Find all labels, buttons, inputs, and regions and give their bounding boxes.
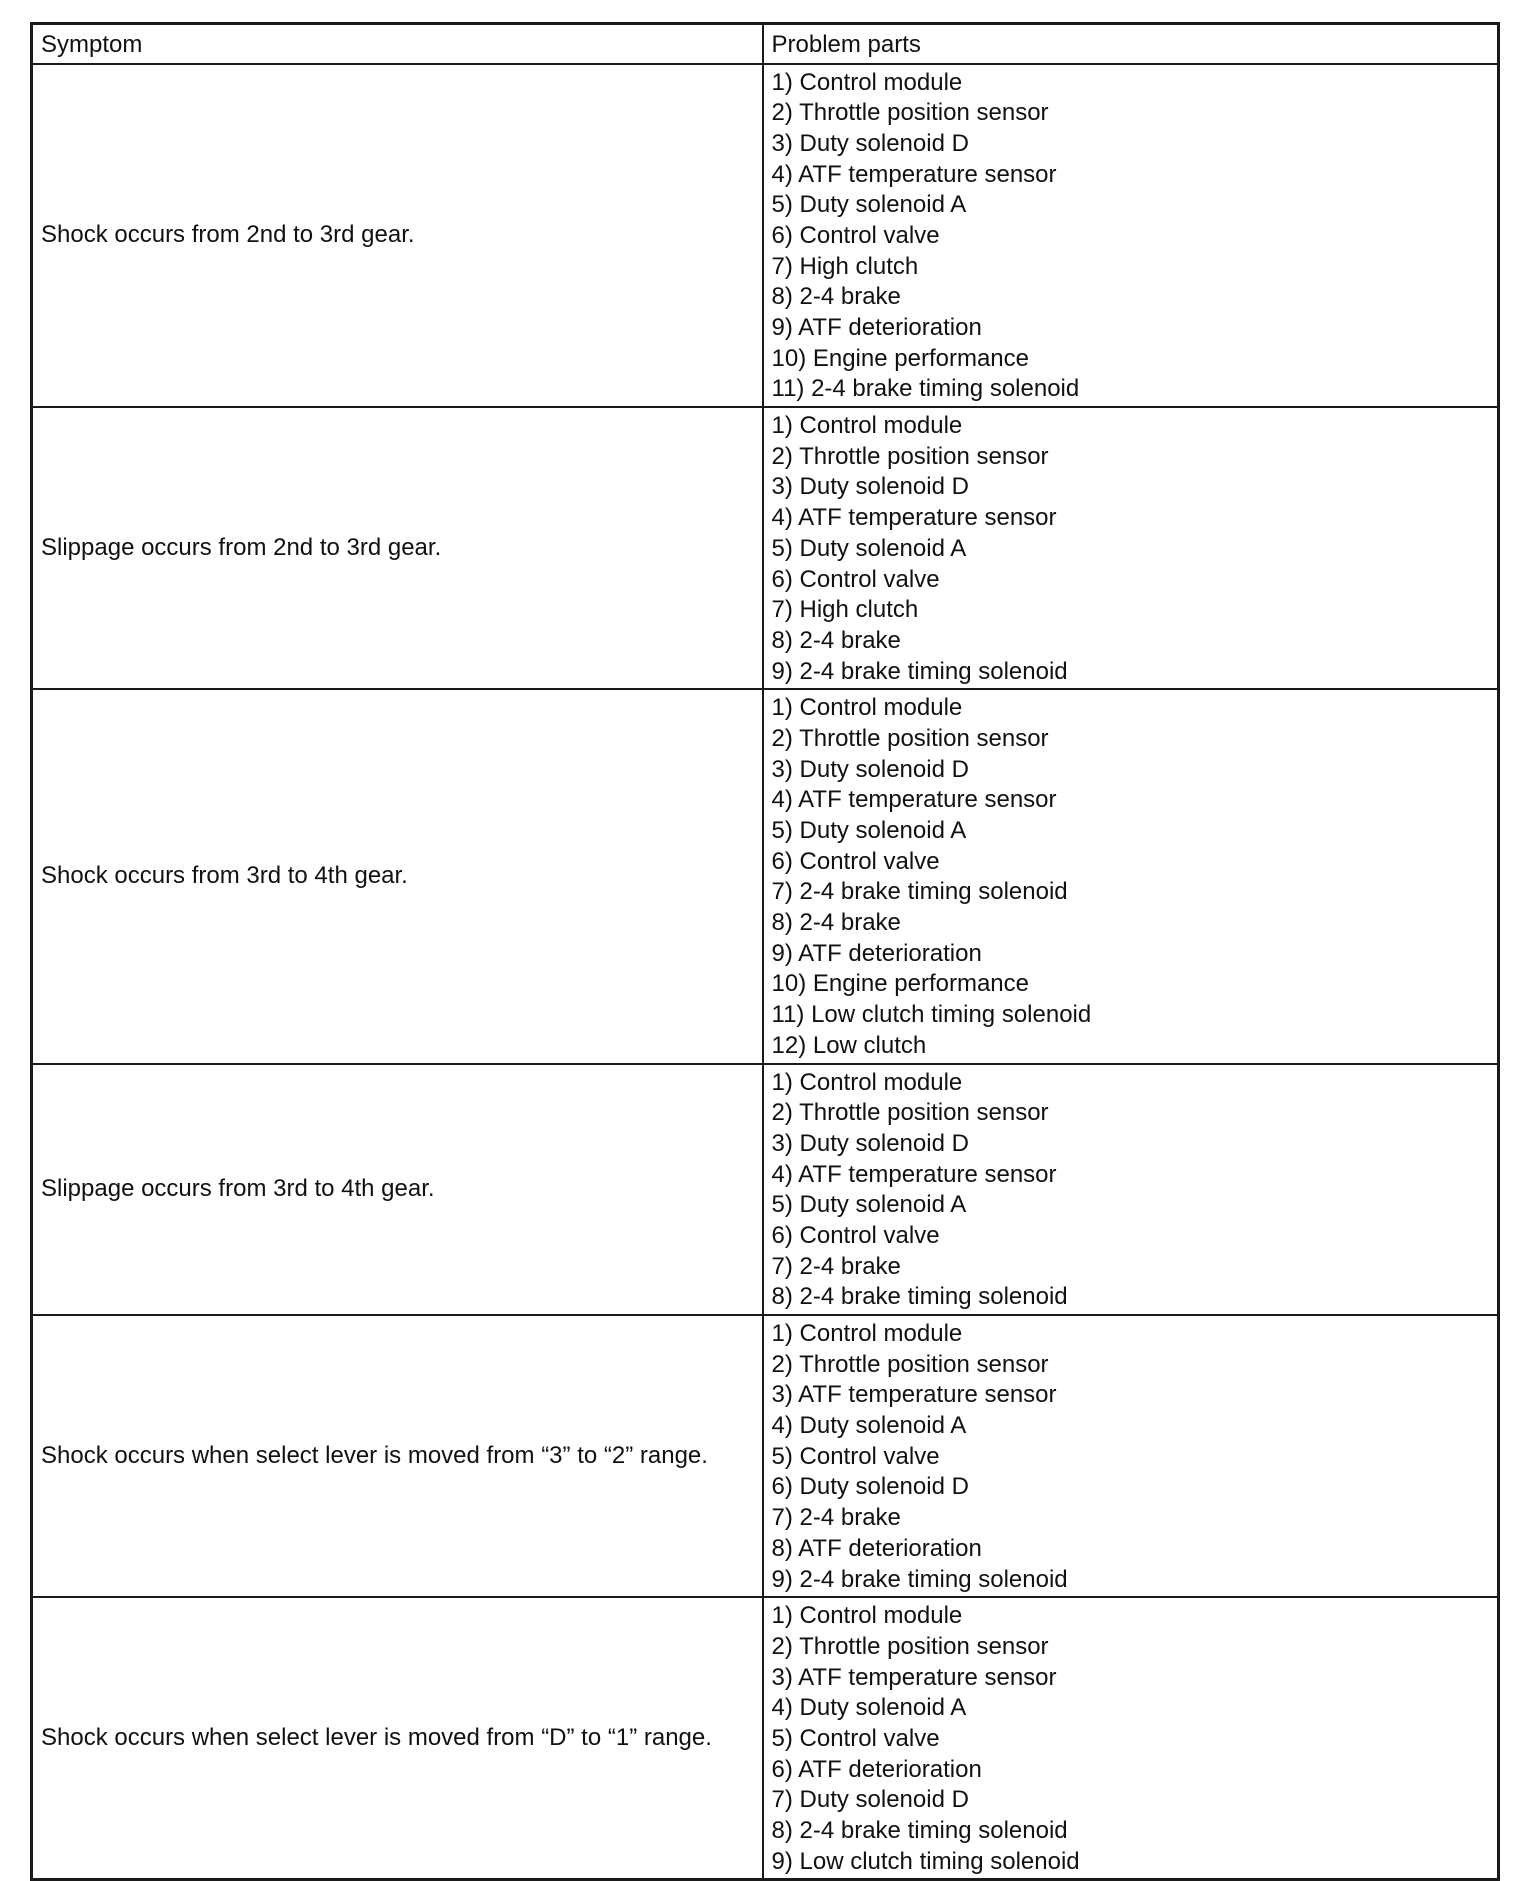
problem-parts-cell bbox=[763, 689, 1499, 1063]
problem-part-item: 2) Throttle position sensor bbox=[771, 99, 1049, 127]
problem-part-item: 8) ATF deterioration bbox=[771, 1534, 982, 1562]
problem-part-item: 2) Throttle position sensor bbox=[771, 1632, 1049, 1660]
problem-part-item: 9) ATF deterioration bbox=[771, 314, 982, 341]
problem-part-item: 6) Control valve bbox=[771, 847, 940, 875]
header-symptom: Symptom bbox=[32, 24, 763, 64]
header-problem-parts: Problem parts bbox=[763, 24, 1499, 64]
table-row bbox=[32, 1315, 1499, 1597]
problem-part-item: 4) Duty solenoid A bbox=[771, 1694, 967, 1722]
problem-part-item: 1) Control module bbox=[771, 1068, 963, 1096]
problem-part-item: 9) 2-4 brake timing solenoid bbox=[771, 1565, 1068, 1593]
problem-part-item: 2) Throttle position sensor bbox=[771, 1350, 1049, 1378]
problem-part-item: 6) ATF deterioration bbox=[771, 1755, 982, 1783]
problem-part-item: 5) Duty solenoid A bbox=[771, 191, 967, 219]
table-row bbox=[32, 407, 1499, 689]
table-row bbox=[32, 64, 1499, 408]
problem-part-item: 3) ATF temperature sensor bbox=[771, 1381, 1057, 1409]
problem-part-item: 7) High clutch bbox=[771, 252, 919, 280]
problem-part-item: 4) ATF temperature sensor bbox=[771, 1160, 1057, 1188]
problem-part-item: 8) 2-4 brake timing solenoid bbox=[771, 1817, 1068, 1844]
problem-part-item: 1) Control module bbox=[771, 68, 963, 96]
problem-part-item: 6) Control valve bbox=[771, 221, 940, 249]
problem-part-item: 9) ATF deterioration bbox=[771, 939, 982, 967]
problem-part-item: 11) Low clutch timing solenoid bbox=[771, 1001, 1092, 1029]
problem-parts-cell bbox=[763, 407, 1499, 689]
symptom-cell: Slippage occurs from 3rd to 4th gear. bbox=[32, 1064, 763, 1316]
problem-parts-cell bbox=[763, 1597, 1499, 1880]
problem-part-item: 8) 2-4 brake bbox=[771, 626, 901, 654]
problem-part-item: 1) Control module bbox=[771, 1602, 963, 1630]
problem-part-item: 7) 2-4 brake bbox=[771, 1504, 901, 1532]
table-header-row bbox=[32, 24, 1499, 64]
table-body bbox=[32, 64, 1499, 1880]
symptom-problem-parts-table bbox=[30, 22, 1500, 1881]
problem-part-item: 2) Throttle position sensor bbox=[771, 724, 1049, 752]
problem-parts-cell bbox=[763, 64, 1499, 408]
problem-part-item: 8) 2-4 brake bbox=[771, 283, 901, 311]
problem-part-item: 3) Duty solenoid D bbox=[771, 755, 969, 783]
symptom-cell: Shock occurs from 3rd to 4th gear. bbox=[32, 689, 763, 1063]
problem-part-item: 8) 2-4 brake timing solenoid bbox=[771, 1283, 1068, 1311]
problem-part-item: 1) Control module bbox=[771, 694, 963, 722]
problem-part-item: 12) Low clutch bbox=[771, 1031, 927, 1059]
problem-part-item: 8) 2-4 brake bbox=[771, 909, 901, 937]
problem-part-item: 5) Duty solenoid A bbox=[771, 534, 967, 562]
problem-part-item: 1) Control module bbox=[771, 1320, 963, 1347]
problem-part-item: 6) Control valve bbox=[771, 1221, 940, 1249]
problem-part-item: 6) Duty solenoid D bbox=[771, 1473, 969, 1501]
problem-part-item: 11) 2-4 brake timing solenoid bbox=[771, 375, 1080, 403]
table-row bbox=[32, 689, 1499, 1063]
problem-parts-cell bbox=[763, 1315, 1499, 1597]
problem-part-item: 7) 2-4 brake timing solenoid bbox=[771, 878, 1068, 906]
problem-part-item: 1) Control module bbox=[771, 412, 963, 440]
problem-part-item: 4) ATF temperature sensor bbox=[771, 786, 1057, 814]
problem-part-item: 3) ATF temperature sensor bbox=[771, 1663, 1057, 1691]
symptom-cell: Shock occurs when select lever is moved from “3” to “2” range. bbox=[32, 1315, 763, 1597]
problem-part-item: 4) ATF temperature sensor bbox=[771, 504, 1057, 532]
problem-part-item: 10) Engine performance bbox=[771, 344, 1029, 372]
problem-part-item: 9) Low clutch timing solenoid bbox=[771, 1847, 1080, 1875]
problem-part-item: 3) Duty solenoid D bbox=[771, 473, 969, 501]
problem-part-item: 5) Control valve bbox=[771, 1442, 940, 1470]
symptom-cell: Shock occurs when select lever is moved from “D” to “1” range. bbox=[32, 1597, 763, 1880]
problem-part-item: 5) Duty solenoid A bbox=[771, 817, 967, 844]
problem-part-item: 2) Throttle position sensor bbox=[771, 442, 1049, 470]
problem-part-item: 5) Duty solenoid A bbox=[771, 1191, 967, 1219]
problem-part-item: 7) High clutch bbox=[771, 596, 919, 624]
problem-part-item: 4) Duty solenoid A bbox=[771, 1412, 967, 1440]
problem-part-item: 9) 2-4 brake timing solenoid bbox=[771, 657, 1068, 685]
problem-part-item: 10) Engine performance bbox=[771, 970, 1029, 998]
problem-parts-cell bbox=[763, 1064, 1499, 1316]
symptom-cell: Slippage occurs from 2nd to 3rd gear. bbox=[32, 407, 763, 689]
problem-part-item: 2) Throttle position sensor bbox=[771, 1099, 1049, 1127]
problem-part-item: 4) ATF temperature sensor bbox=[771, 160, 1057, 188]
problem-part-item: 6) Control valve bbox=[771, 565, 940, 593]
table-row bbox=[32, 1597, 1499, 1880]
symptom-cell: Shock occurs from 2nd to 3rd gear. bbox=[32, 64, 763, 408]
table-row bbox=[32, 1064, 1499, 1316]
problem-part-item: 5) Control valve bbox=[771, 1724, 940, 1752]
problem-part-item: 3) Duty solenoid D bbox=[771, 1129, 969, 1157]
problem-part-item: 7) Duty solenoid D bbox=[771, 1786, 969, 1814]
problem-part-item: 3) Duty solenoid D bbox=[771, 129, 969, 157]
problem-part-item: 7) 2-4 brake bbox=[771, 1252, 901, 1280]
